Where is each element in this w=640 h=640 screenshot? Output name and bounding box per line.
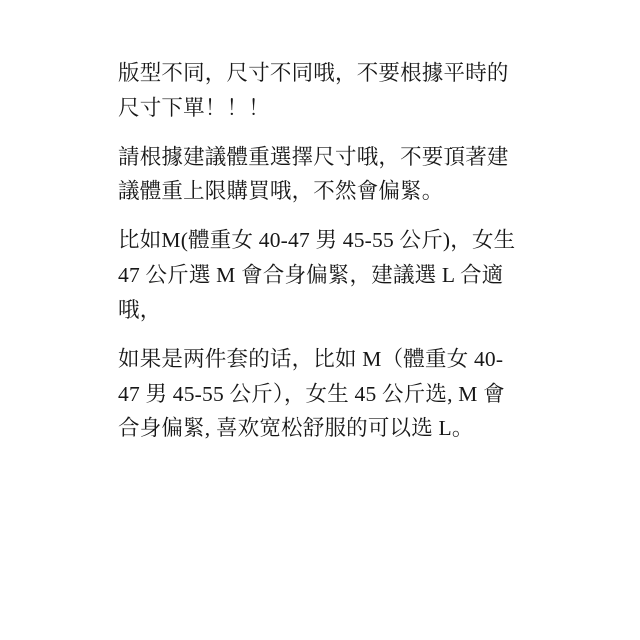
- paragraph-two-piece-set-example: 如果是两件套的话，比如 M（體重女 40-47 男 45-55 公斤），女生 45 公斤选, M 會合身偏緊, 喜欢宽松舒服的可以选 L。: [118, 346, 505, 441]
- paragraph-weight-guidance: 請根據建議體重選擇尺寸哦，不要頂著建議體重上限購買哦，不然會偏緊。: [118, 144, 509, 204]
- paragraph-size-m-example: 比如M(體重女 40-47 男 45-55 公斤)，女生 47 公斤選 M 會合身偏緊，建議選 L 合適哦，: [118, 228, 516, 322]
- paragraph-sizing-notice: 版型不同，尺寸不同哦，不要根據平時的尺寸下單！！！: [118, 61, 509, 120]
